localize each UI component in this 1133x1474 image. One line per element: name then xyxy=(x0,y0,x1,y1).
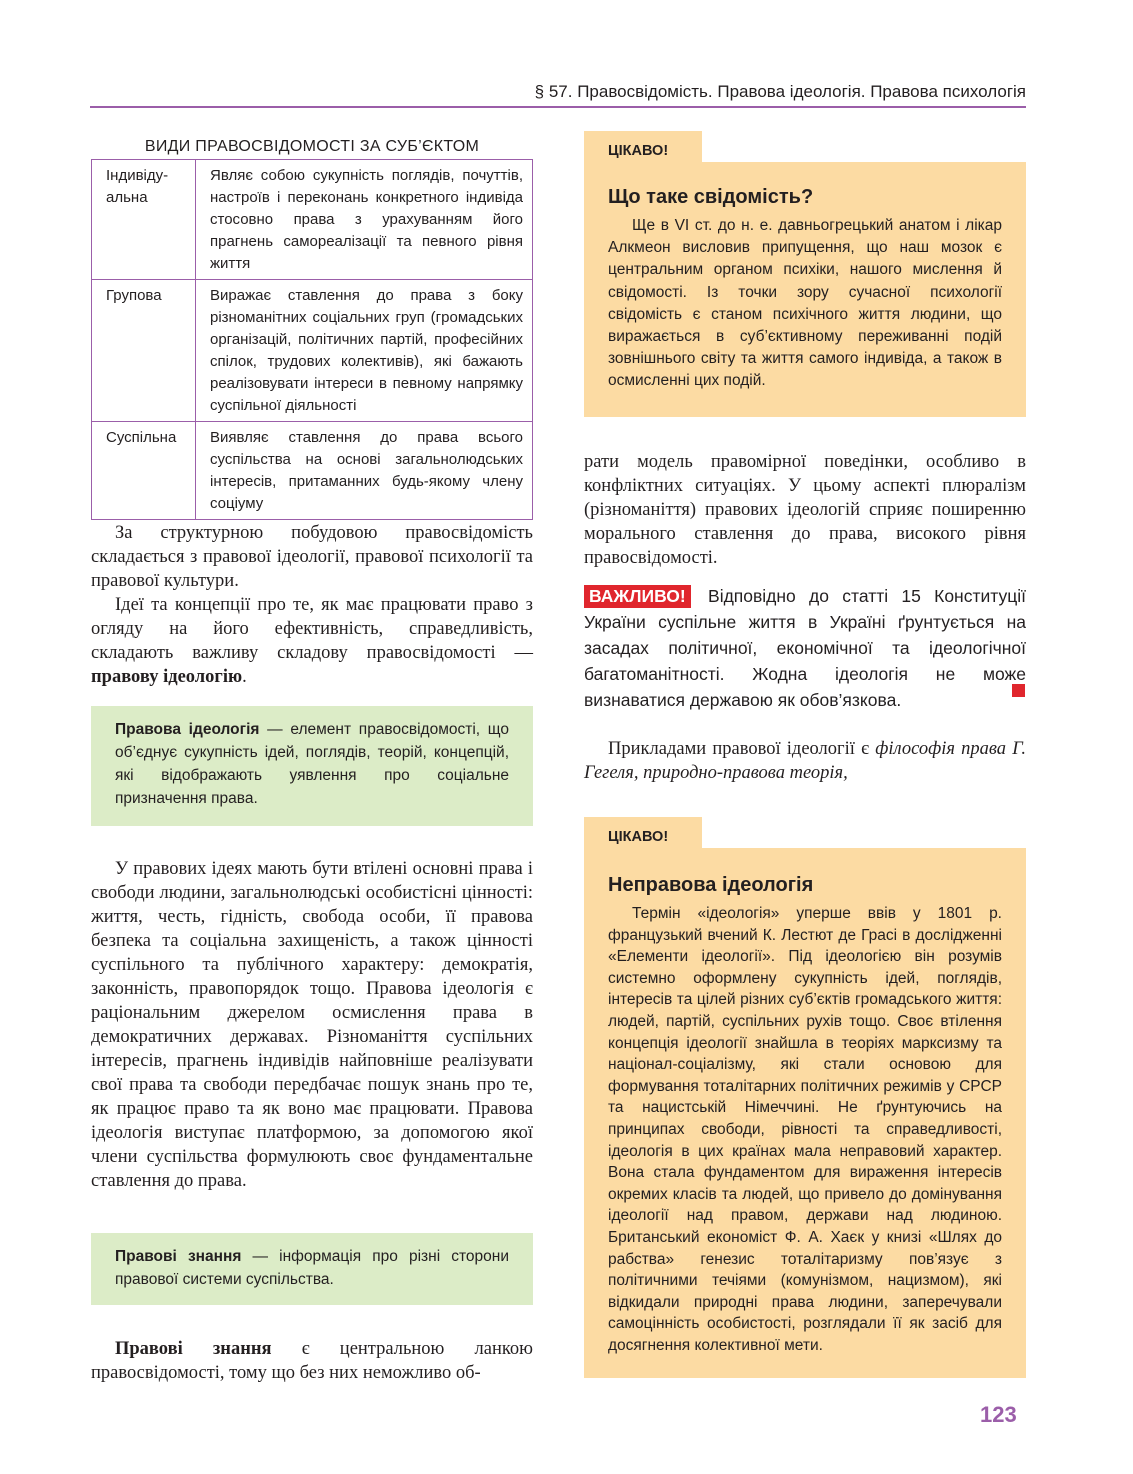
important-badge: ВАЖЛИВО! xyxy=(584,585,691,608)
paragraph: рати модель правомірної поведінки, особливо в конфліктних ситуаціях. У цьому аспекті плюралізм (різноманіття) правових ідеологій сприяє поширенню морального ставлення до права, високого рівня правосвідомості. xyxy=(584,452,1026,568)
left-paragraph-middle xyxy=(91,857,533,1193)
card-tab: ЦІКАВО! xyxy=(584,817,702,851)
card-title: Неправова ідеологія xyxy=(608,874,814,896)
table-row xyxy=(92,422,533,520)
bold-term: Правові знання xyxy=(115,1339,272,1359)
table-cell-desc: Являє собою сукупність поглядів, почуттів, настроїв і переконань конкретного індивіда стосовно права з урахуванням його прагнень самореалізації та певного рівня життя xyxy=(196,160,533,280)
definition-text: — елемент правосвідомості, що об’єднує сукупність ідей, поглядів, теорій, концепцій, які відображають уявлення про соціальне призначення права. xyxy=(115,721,509,807)
left-paragraph-bottom xyxy=(91,1337,533,1385)
paragraph-text: є центральною ланкою правосвідомості, тому що без них неможливо об- xyxy=(91,1339,533,1383)
table-row xyxy=(92,160,533,280)
table-cell-desc: Виражає ставлення до права з боку різноманітних соціальних груп (громадських організацій, політичних партій, професійних спілок, трудових колективів), які бажають реалізовувати інтереси в певному напрямку суспільної діяльності xyxy=(196,280,533,422)
table-cell-type: Групова xyxy=(92,280,196,422)
running-header xyxy=(90,80,1026,108)
right-paragraph-middle xyxy=(584,737,1026,785)
paragraph xyxy=(584,737,1026,785)
consciousness-types-table xyxy=(91,159,533,520)
type-label: Індивіду- альна xyxy=(106,167,169,206)
end-square-icon xyxy=(1012,684,1025,697)
definition-term: Правові знання xyxy=(115,1248,242,1265)
info-card-non-legal-ideology xyxy=(584,848,1026,1378)
card-text: Термін «ідеологія» уперше ввів у 1801 р. французький вчений К. Лестют де Грасі в дослідженні «Елементи ідеології». Під ідеологією він розумів системно оформлену сукупність ідей, поглядів, інтересів та цілей різних суб’єктів громадського життя: людей, партій, суспільних рухів тощо. Своє втілення концепція ідеології знайшла в теоріях марксизму та націонал-соціалізму, які стали основою для формування тоталітарних політичних режимів у СРСР та нацистській Німеччині. Не ґрунтуючись на принципах свободи, рівності та справедливості, ідеологія в цих країнах мала неправовий характер. Вона стала фундаментом для вираження інтересів окремих класів та людей, що привело до домінування ідеології над правом, держави над людиною. Британський економіст Ф. А. Хаєк у книзі «Шлях до рабства» генезис тоталітаризму пов’язує з політичними течіями (комунізмом, нацизмом), які відкидали природні права людини, заперечували самоцінність особистості, розглядали її як засіб для досягнення колективної мети. xyxy=(608,905,1002,1354)
definition-box-legal-ideology xyxy=(91,706,533,826)
table-cell-desc: Виявляє ставлення до права всього суспільства на основі загальнолюдських інтересів, притаманних будь-якому члену соціуму xyxy=(196,422,533,520)
table-title: ВИДИ ПРАВОСВІДОМОСТІ ЗА СУБ’ЄКТОМ xyxy=(144,138,480,155)
bold-term: правову ідеологію xyxy=(91,667,243,687)
paragraph xyxy=(91,593,533,689)
definition-box-legal-knowledge xyxy=(91,1233,533,1305)
table-cell-type: Суспільна xyxy=(92,422,196,520)
left-paragraphs-top xyxy=(91,521,533,689)
page-number: 123 xyxy=(980,1402,1017,1427)
paragraph xyxy=(91,1337,533,1385)
important-text: Відповідно до статті 15 Конституції України суспільне життя в Україні ґрунтується на засадах політичної, економічної та ідеологічної багатоманітності. Жодна ідеологія не може визнаватися державою як обов’язкова. xyxy=(584,586,1026,710)
definition-term: Правова ідеологія xyxy=(115,721,260,738)
paragraph-text: . xyxy=(242,667,247,687)
paragraph-text: Ідеї та концепції про те, як має працювати право з огляду на його ефективність, справедливість, складають важливу складову правосвідомості — xyxy=(91,595,533,663)
paragraph: За структурною побудовою правосвідомість складається з правової ідеології, правової психології та правової культури. xyxy=(91,523,533,591)
card-title: Що таке свідомість? xyxy=(608,186,814,208)
paragraph: У правових ідеях мають бути втілені основні права і свободи людини, загальнолюдські особистісні цінності: життя, честь, гідність, свобода особи, її правова безпека та соціальна захищеність, а також цінності суспільного та публічного характеру: демократія, законність, правопорядок тощо. Правова ідеологія є раціональним джерелом осмислення права в демократичних державах. Різноманіття суспільних інтересів, прагнень індивідів найповніше реалізувати свої права та свободи передбачає пошук знань про те, як працює право та як воно має працювати. Правова ідеологія виступає платформою, за допомогою якої члени суспільства формулюють своє фундаментальне ставлення до права. xyxy=(91,859,533,1191)
card-text: Ще в VI ст. до н. е. давньогрецький анатом і лікар Алкмеон висловив припущення, що наш мозок є центральним органом психіки, нашого мислення й свідомості. Із точки зору сучасної психології свідомість є станом психічного життя людини, що виражається в суб’єктивному переживанні подій зовнішнього світу та життя самого індивіда, а також в осмисленні цих подій. xyxy=(608,217,1002,390)
info-card-consciousness xyxy=(584,162,1026,417)
italic-examples: філософія права Г. Гегеля, природно-правова теорія, xyxy=(584,739,1026,783)
table-row xyxy=(92,280,533,422)
card-tab: ЦІКАВО! xyxy=(584,131,702,165)
table-cell-type xyxy=(92,160,196,280)
header-title: § 57. Правосвідомість. Правова ідеологія. Правова психологія xyxy=(534,82,1026,101)
definition-text: — інформація про різні сторони правової системи суспільства. xyxy=(115,1248,509,1288)
right-paragraph-top xyxy=(584,450,1026,570)
paragraph-text: Прикладами правової ідеології є xyxy=(608,739,876,759)
important-note xyxy=(584,583,1026,713)
